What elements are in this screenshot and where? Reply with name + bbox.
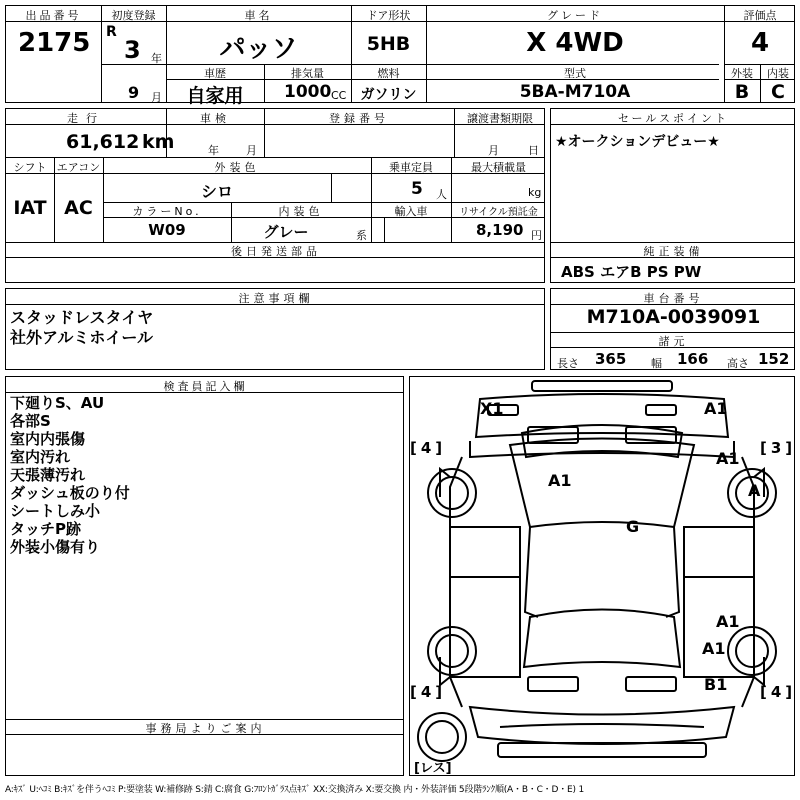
recycle-fee: 8,190 [476, 221, 524, 239]
inspector-line: 外装小傷有り [10, 538, 101, 556]
inspector-label: 検査員記入欄 [163, 380, 248, 393]
inspection-year-unit: 年 [208, 144, 219, 157]
inspector-line: 天張薄汚れ [10, 466, 86, 484]
door-type: 5HB [366, 33, 411, 55]
colorno-label: カラーNo. [132, 205, 202, 218]
ext-label: 外装 [731, 67, 753, 80]
inspector-line: ダッシュ板のり付 [10, 484, 130, 502]
regno-label: 登録番号 [329, 112, 389, 125]
chassis-number: M710A-0039091 [586, 306, 761, 328]
int-label: 内装 [767, 67, 789, 80]
inspection-label: 車検 [200, 112, 230, 125]
notes-label: 注意事項欄 [238, 292, 314, 305]
door-label: ドア形状 [366, 9, 411, 22]
mileage: 61,612 [66, 131, 140, 153]
damage-mark: A1 [716, 612, 740, 631]
sales-point-box [550, 108, 795, 283]
fuel: ガソリン [360, 87, 417, 103]
load-label: 最大積載量 [471, 161, 526, 174]
transfer-day-unit: 日 [528, 144, 539, 157]
reg-month: 9 [128, 83, 140, 102]
damage-mark: G [626, 517, 640, 536]
height: 152 [758, 350, 790, 368]
width-label: 幅 [651, 357, 662, 370]
car-diagram [409, 376, 795, 776]
inspector-line: 室内汚れ [10, 448, 71, 466]
inspector-line: シートしみ小 [10, 502, 101, 520]
interior-color: グレー [263, 223, 309, 241]
history: 自家用 [186, 85, 244, 107]
interior-label: 内装色 [278, 205, 324, 218]
shift-label: シフト [13, 161, 47, 174]
interior-unit: 系 [356, 229, 367, 242]
sales-point-text: ★オークションデビュー★ [555, 134, 720, 150]
car-outline [410, 377, 797, 775]
notes-box [5, 288, 545, 370]
inspector-line: 各部S [10, 412, 51, 430]
mileage-label: 走行 [67, 112, 105, 125]
model-label: 型式 [564, 67, 586, 80]
damage-mark: A1 [548, 471, 572, 490]
tire-depth-front-left: [4] [410, 439, 447, 457]
lot-label: 出品番号 [25, 9, 82, 22]
capacity-unit: 人 [436, 188, 447, 201]
recycle-unit: 円 [531, 229, 542, 242]
ac-label: エアコン [56, 161, 101, 174]
ext-grade: B [734, 81, 750, 103]
sales-point-label: セールスポイント [617, 112, 729, 125]
capacity-label: 乗車定員 [389, 161, 433, 174]
chassis-box [550, 288, 795, 370]
length: 365 [595, 350, 627, 368]
transfer-label: 譲渡書類期限 [467, 112, 533, 125]
tire-depth-rear-left: [4] [410, 683, 447, 701]
damage-mark: A [748, 481, 761, 500]
top-section [5, 5, 795, 107]
shift: IAT [13, 197, 47, 219]
car-name-label: 車名 [244, 9, 273, 22]
cc-unit: CC [331, 89, 347, 102]
import-label: 輸入車 [394, 205, 428, 218]
inspection-month-unit: 月 [246, 144, 257, 157]
damage-mark: A1 [716, 449, 740, 468]
year-unit: 年 [151, 52, 162, 65]
fuel-label: 燃料 [377, 67, 400, 80]
era: R [106, 24, 117, 40]
capacity: 5 [411, 179, 423, 199]
inspector-box [5, 376, 404, 776]
inspector-line: 下廻りS、AU [10, 394, 105, 412]
width: 166 [677, 350, 709, 368]
inspector-line: 室内内張傷 [10, 430, 86, 448]
reg-year: 3 [124, 36, 141, 64]
load-unit: kg [528, 186, 542, 199]
inspector-line: タッチP跡 [10, 520, 81, 538]
history-label: 車歴 [204, 67, 226, 80]
vehicle-info-section [5, 108, 545, 283]
month-unit: 月 [151, 91, 162, 104]
model: 5BA-M710A [519, 82, 631, 102]
spec-label: 諸元 [658, 335, 689, 348]
damage-mark: X1 [480, 399, 504, 418]
mileage-unit: km [142, 131, 175, 153]
exterior-color: シロ [200, 182, 233, 201]
score-label: 評価点 [743, 9, 777, 22]
first-reg-label: 初度登録 [111, 9, 156, 22]
lot-number: 2175 [18, 28, 91, 58]
color-label: 外装色 [214, 161, 260, 174]
height-label: 高さ [727, 357, 749, 370]
tire-depth-front-right: [3] [760, 439, 797, 457]
legend: A:ｷｽﾞ U:ﾍｺﾐ B:ｷｽﾞを伴うﾍｺﾐ P:要塗装 W:補修跡 S:錆 C:腐食 G:ﾌﾛﾝﾄｶﾞﾗｽ点ｷｽﾞ XX:交換済み X:要交換 内・外装評価 5段階ﾗﾝｸ順(A・B・C・D・E) 1 [5, 785, 584, 795]
later-parts-label: 後日発送部品 [231, 245, 321, 258]
notes-line-2: 社外アルミホイール [10, 328, 154, 347]
damage-mark: A1 [704, 399, 728, 418]
grade-label: グレード [547, 9, 603, 22]
grade: X 4WD [526, 28, 624, 58]
damage-mark: B1 [704, 675, 728, 694]
car-name: パッソ [219, 34, 298, 64]
equipment-text: ABS エアB PS PW [561, 263, 702, 281]
equipment-label: 純正装備 [643, 245, 704, 258]
displacement: 1000 [284, 82, 332, 102]
int-grade: C [771, 81, 785, 103]
air-conditioner: AC [64, 197, 93, 219]
inspector-notes [10, 394, 130, 556]
damage-mark: A1 [702, 639, 726, 658]
spare-tire: [レス] [414, 761, 452, 776]
displacement-label: 排気量 [291, 67, 324, 80]
office-label: 事務局よりご案内 [145, 722, 266, 735]
chassis-label: 車台番号 [643, 292, 704, 305]
notes-line-1: スタッドレスタイヤ [10, 308, 154, 327]
recycle-label: リサイクル預託金 [459, 207, 538, 218]
tire-depth-rear-right: [4] [760, 683, 797, 701]
color-number: W09 [148, 221, 186, 239]
length-label: 長さ [557, 357, 579, 370]
score: 4 [750, 28, 770, 58]
transfer-month-unit: 月 [488, 144, 499, 157]
